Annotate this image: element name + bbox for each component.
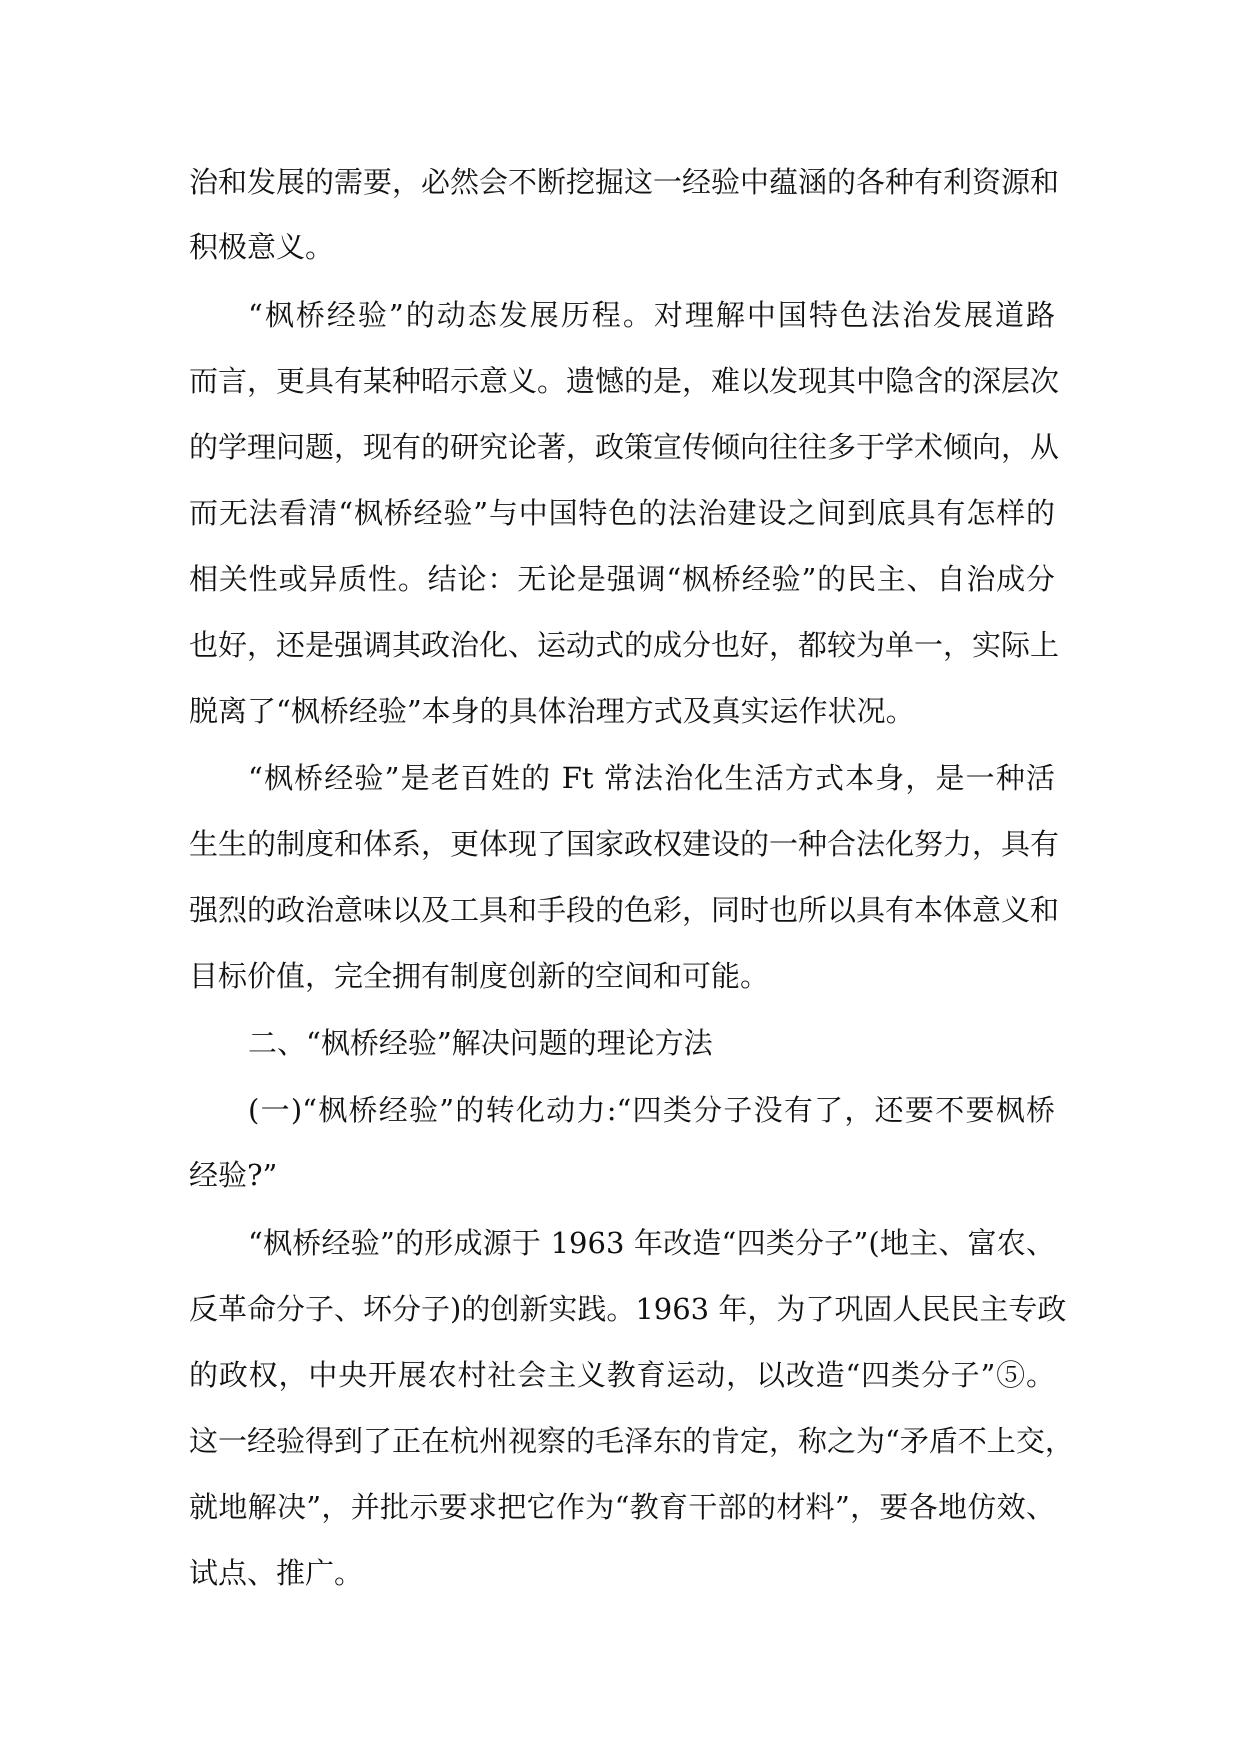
paragraph-line: 的学理问题，现有的研究论著，政策宣传倾向往往多于学术倾向，从 [189,430,1060,464]
paragraph-line: 强烈的政治意味以及工具和手段的色彩，同时也所以具有本体意义和 [189,893,1060,927]
paragraph-line: 目标价值，完全拥有制度创新的空间和可能。 [189,959,770,993]
paragraph-line: 这一经验得到了正在杭州视察的毛泽东的肯定，称之为“矛盾不上交， [189,1424,1074,1458]
paragraph-line: 也好，还是强调其政治化、运动式的成分也好，都较为单一，实际上 [189,628,1060,662]
subsection-heading: 经验?” [189,1158,278,1192]
paragraph-line: 试点、推广。 [189,1556,364,1590]
paragraph-line: 反革命分子、坏分子)的创新实践。1963 年，为了巩固人民民主专政 [189,1292,1067,1326]
paragraph-line: 积极意义。 [189,230,335,264]
paragraph-line: 的政权，中央开展农村社会主义教育运动，以改造“四类分子”⑤。 [189,1358,1055,1392]
paragraph-line: 而无法看清“枫桥经验”与中国特色的法治建设之间到底具有怎样的 [189,496,1055,530]
paragraph-line: “枫桥经验”的形成源于 1963 年改造“四类分子”(地主、富农、 [248,1226,1055,1260]
paragraph-line: 就地解决”，并批示要求把它作为“教育干部的材料”，要各地仿效、 [189,1490,1055,1524]
paragraph-line: 脱离了“枫桥经验”本身的具体治理方式及真实运作状况。 [189,694,915,728]
paragraph-line: “枫桥经验”是老百姓的 Ft 常法治化生活方式本身，是一种活 [248,761,1055,795]
paragraph-line: 生生的制度和体系，更体现了国家政权建设的一种合法化努力，具有 [189,827,1060,861]
paragraph-line: 而言，更具有某种昭示意义。遗憾的是，难以发现其中隐含的深层次 [189,364,1060,398]
paragraph-line: “枫桥经验”的动态发展历程。对理解中国特色法治发展道路 [248,298,1055,332]
subsection-heading: (一)“枫桥经验”的转化动力:“四类分子没有了，还要不要枫桥 [248,1093,1055,1127]
paragraph-line: 治和发展的需要，必然会不断挖掘这一经验中蕴涵的各种有利资源和 [189,165,1060,199]
paragraph-line: 相关性或异质性。结论：无论是强调“枫桥经验”的民主、自治成分 [189,562,1055,596]
section-heading: 二、“枫桥经验”解决问题的理论方法 [248,1026,713,1060]
